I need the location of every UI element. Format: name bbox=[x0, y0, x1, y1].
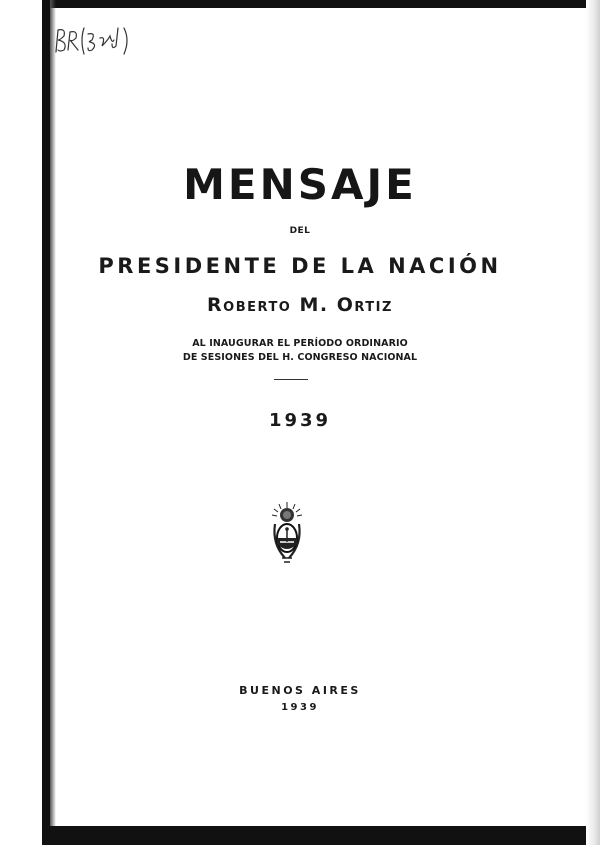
subtitle-line-1: AL INAUGURAR EL PERÍODO ORDINARIO bbox=[192, 338, 408, 349]
publication-city-year: 1939 bbox=[281, 702, 319, 713]
publication-city: BUENOS AIRES bbox=[239, 684, 361, 697]
handwritten-note bbox=[52, 22, 132, 62]
coat-of-arms-icon bbox=[270, 500, 304, 566]
divider-rule bbox=[274, 379, 308, 380]
occasion-subtitle bbox=[0, 337, 600, 365]
subtitle-line-2: DE SESIONES DEL H. CONGRESO NACIONAL bbox=[182, 352, 418, 363]
scan-edge-bottom bbox=[44, 826, 600, 845]
document-title: MENSAJE bbox=[183, 160, 417, 209]
publication-year: 1939 bbox=[268, 410, 332, 431]
title-connector: DEL bbox=[289, 226, 311, 236]
president-heading: PRESIDENTE DE LA NACIÓN bbox=[98, 254, 502, 278]
scan-edge-top bbox=[44, 0, 600, 8]
president-name: Roberto M. Ortiz bbox=[207, 294, 393, 316]
